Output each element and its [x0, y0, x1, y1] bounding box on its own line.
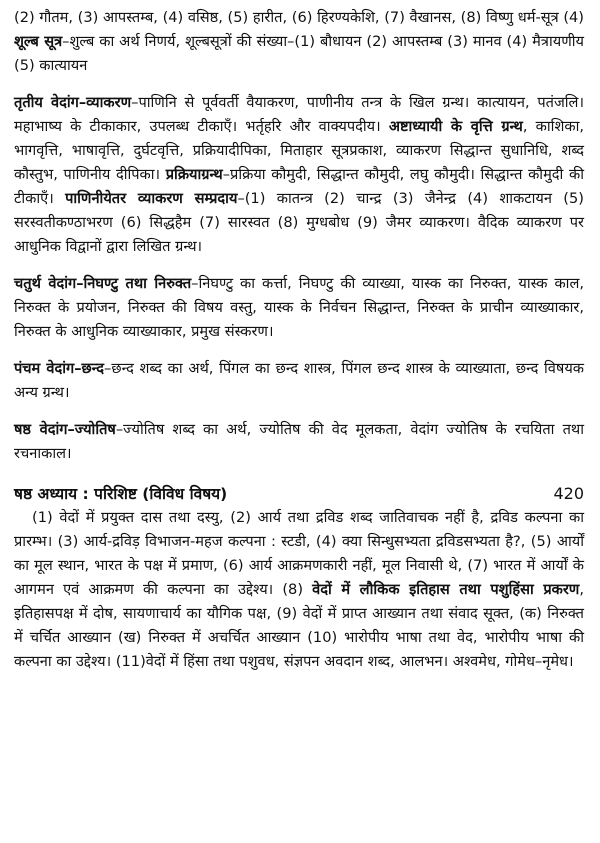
parishisht-paragraph — [14, 506, 584, 674]
shulba-sutra-heading: शूल्ब सूत्र — [14, 33, 63, 50]
chapter-heading-row — [14, 482, 584, 506]
jyotisha-section — [14, 418, 584, 466]
vyakarana-text-2: , काशिका, भागवृत्ति, भाषावृत्ति, दुर्घटवृत्ति, प्रक्रियादीपिका, मिताहार सूत्रप्रकाश, व्याकरण सिद्धान्त सुधानिधि, शब्द कौस्तुभ, पाणिनीय दीपिका। — [14, 118, 584, 183]
chhanda-section — [14, 357, 584, 405]
vyakarana-heading: तृतीय वेदांग–व्याकरण — [14, 94, 132, 111]
parishisht-text-2: , इतिहासपक्ष में दोष, सायणाचार्य का यौगिक पक्ष, (9) वेदों में प्राप्त आख्यान तथा संवाद सूक्त, (क) निरुक्त में चर्चित आख्यान (ख) निरुक्त में अचर्चित आख्यान (10) भारोपीय भाषा तथा वेद, भारोपीय भाषा की कल्पना का उद्देश्य। (11)वेदों में हिंसा तथा पशुवध, संज्ञपन अवदान शब्द, आलभन। अश्वमेध, गोमेध–नृमेध। — [14, 581, 584, 670]
paniniyetar-heading: पाणिनीयेतर व्याकरण सम्प्रदाय — [65, 190, 238, 207]
sutra-list-text: (2) गौतम, (3) आपस्तम्ब, (4) वसिष्ठ, (5) हारीत, (6) हिरण्यकेशि, (7) वैखानस, (8) विष्णु धर्म-सूत्र (4) — [14, 9, 584, 26]
vyakarana-text-4: –(1) कातन्त्र (2) चान्द्र (3) जैनेन्द्र (4) शाकटायन (5) सरस्वतीकण्ठाभरण (6) सिद्धहैम (7) सारस्वत (8) मुग्धबोध (9) जैमर व्याकरण। वैदिक व्याकरण पर आधुनिक विद्वानों द्वारा लिखित ग्रन्थ। — [14, 190, 584, 255]
prakriya-granth-heading: प्रक्रियाग्रन्थ — [165, 166, 223, 183]
vyakarana-text-3: –प्रक्रिया कौमुदी, सिद्धान्त कौमुदी, लघु कौमुदी। सिद्धान्त कौमुदी की टीकाएँ। — [14, 166, 584, 207]
parishisht-text-1: (1) वेदों में प्रयुक्त दास तथा दस्यु, (2) आर्य तथा द्रविड शब्द जातिवाचक नहीं है, द्रविड कल्पना का प्रारम्भ। (3) आर्य-द्रविड़ विभाजन-महज कल्पना : स्टडी, (4) क्या सिन्धुसभ्यता द्रविडसभ्यता है?, (5) आर्यों का मूल स्थान, भारत के पक्ष में प्रमाण, (6) आर्य आक्रमणकारी नहीं, मूल निवासी थे, (7) भारत में आर्यों के आगमन एवं आक्रमण की कल्पना का उद्देश्य। (8) — [14, 509, 584, 598]
vyakarana-section — [14, 91, 584, 259]
nirukta-text: –निघण्टु का कर्त्ता, निघण्टु की व्याख्या, यास्क का निरुक्त, यास्क काल, निरुक्त के प्रयोजन, निरुक्त की विषय वस्तु, यास्क के निर्वचन सिद्धान्त, निरुक्त के प्राचीन व्याख्याकार, निरुक्त के आधुनिक व्याख्याकार, प्रमुख संस्करण। — [14, 275, 584, 340]
itihas-pashuhimsa-heading: वेदों में लौकिक इतिहास तथा पशुहिंसा प्रकरण — [312, 581, 580, 598]
vyakarana-text-1: –पाणिनि से पूर्ववर्ती वैयाकरण, पाणीनीय तन्त्र के खिल ग्रन्थ। कात्यायन, पतंजलि। महाभाष्य के टीकाकार, उपलब्ध टीकाएँ। भर्तृहरि और वाक्यपदीय। — [14, 94, 584, 135]
kalpa-sutra-continuation — [14, 6, 584, 78]
nirukta-heading: चतुर्थ वेदांग–निघण्टु तथा निरुक्त — [14, 275, 192, 292]
shulba-sutra-text: –शुल्ब का अर्थ निणर्य, शूल्बसूत्रों की संख्या–(1) बौधायन (2) आपस्तम्ब (3) मानव (4) मैत्रायणीय (5) कात्यायन — [14, 33, 584, 74]
chhanda-heading: पंचम वेदांग–छन्द — [14, 360, 105, 377]
vritti-granth-heading: अष्टाध्यायी के वृत्ति ग्रन्थ — [388, 118, 523, 135]
nirukta-section — [14, 272, 584, 344]
page-number: 420 — [553, 484, 584, 503]
jyotisha-text: –ज्योतिष शब्द का अर्थ, ज्योतिष की वेद मूलकता, वेदांग ज्योतिष के रचयिता तथा रचनाकाल। — [14, 421, 584, 462]
chhanda-text: –छन्द शब्द का अर्थ, पिंगल का छन्द शास्त्र, पिंगल छन्द शास्त्र के व्याख्याता, छन्द विषयक अन्य ग्रन्थ। — [14, 360, 585, 401]
jyotisha-heading: षष्ठ वेदांग–ज्योतिष — [14, 421, 116, 438]
chapter-title: षष्ठ अध्याय : परिशिष्ट (विविध विषय) — [14, 485, 228, 503]
